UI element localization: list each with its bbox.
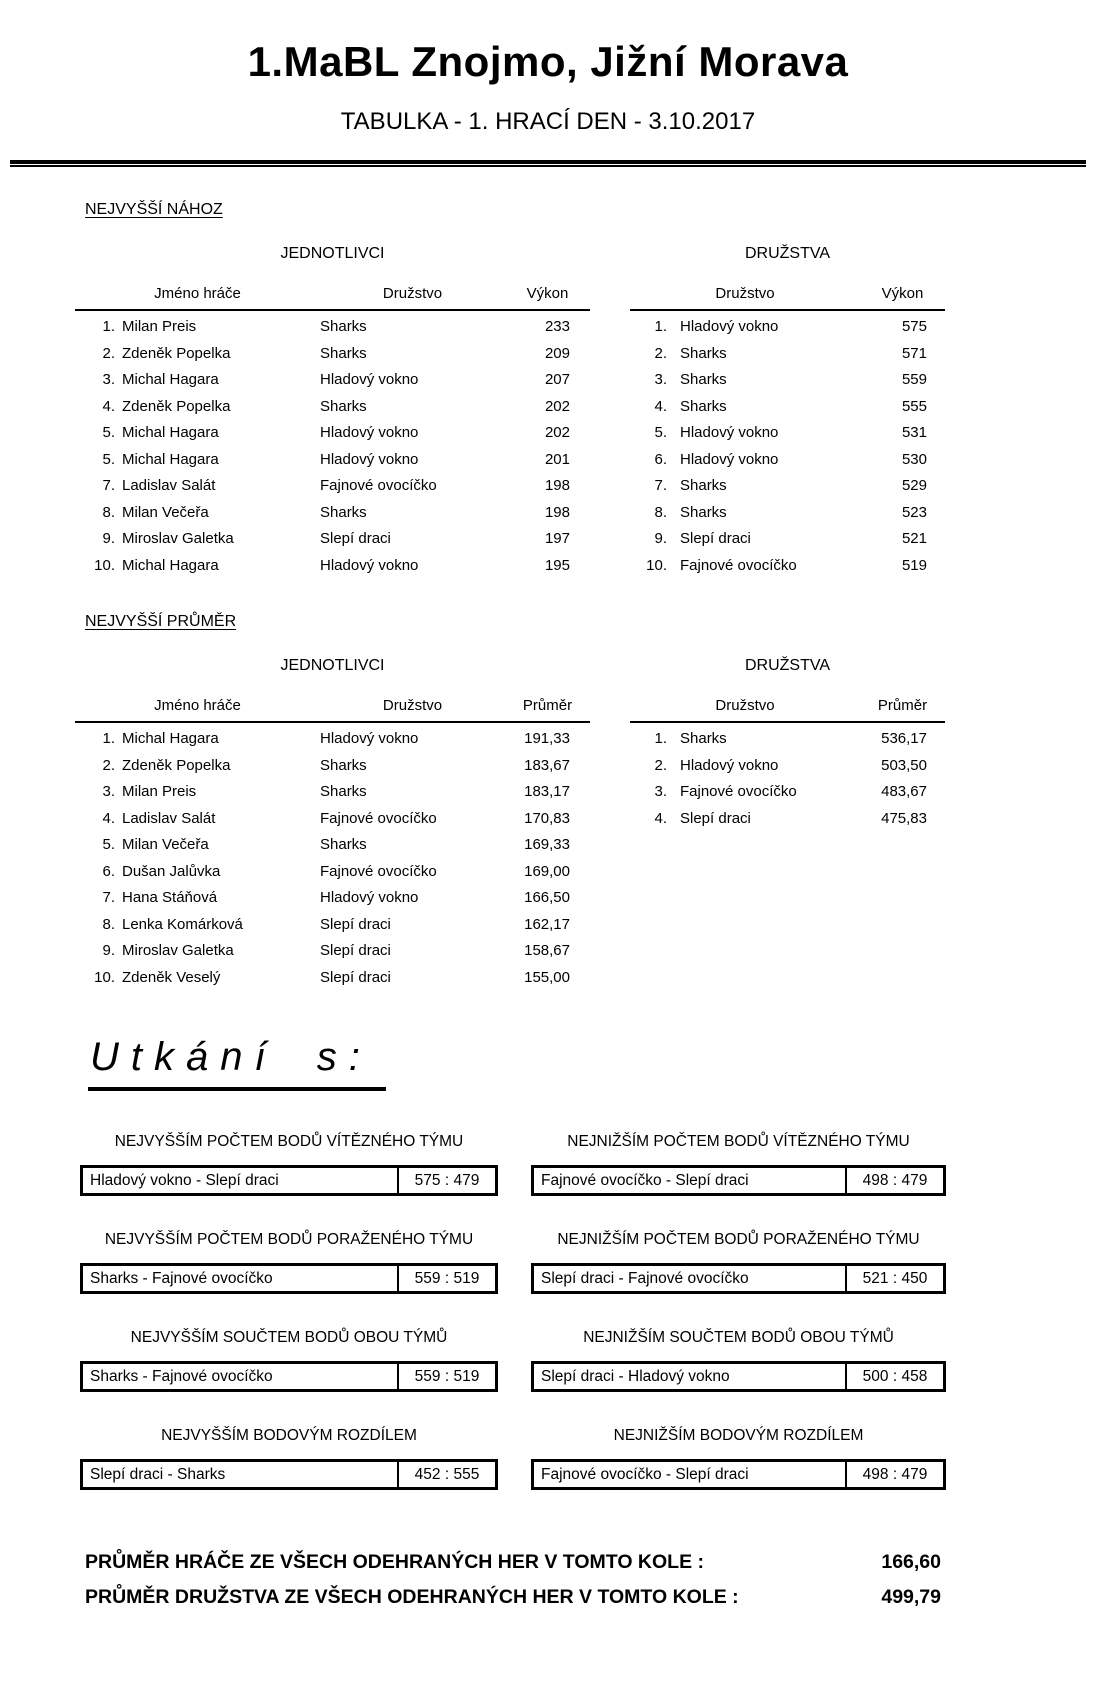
column-header-average: Průměr <box>522 697 573 714</box>
column-header-player-name: Jméno hráče <box>154 697 241 714</box>
table-row <box>630 420 945 447</box>
matches-heading-text: Utkání s: <box>88 1035 386 1091</box>
rank-cell: 2. <box>654 344 667 362</box>
score-cell: 531 <box>901 424 927 441</box>
score-cell: 575 <box>901 318 927 335</box>
average-cell: 503,50 <box>881 756 927 774</box>
score-cell: 209 <box>544 344 570 362</box>
rank-cell: 2. <box>102 344 115 362</box>
table-header-row <box>630 697 945 723</box>
score-cell: 523 <box>901 503 927 521</box>
match-record-box <box>531 1459 946 1490</box>
match-teams-cell: Sharks - Fajnové ovocíčko <box>83 1364 399 1389</box>
team-cell: Sharks <box>680 344 727 362</box>
rank-cell: 4. <box>654 397 667 415</box>
rank-cell: 4. <box>654 809 667 827</box>
table-body <box>75 726 590 991</box>
player-name-cell: Milan Preis <box>122 783 197 800</box>
rank-cell: 3. <box>654 783 667 800</box>
highest-average-individuals-table <box>75 631 590 991</box>
average-cell: 170,83 <box>524 809 570 827</box>
rank-cell: 9. <box>102 942 115 959</box>
table-row <box>75 420 590 447</box>
average-cell: 191,33 <box>524 730 570 747</box>
match-score-cell: 500 : 458 <box>862 1367 928 1385</box>
team-cell: Slepí draci <box>320 530 391 547</box>
team-cell: Fajnové ovocíčko <box>320 862 437 880</box>
rank-cell: 5. <box>102 836 115 853</box>
table-row <box>75 753 590 780</box>
player-name-cell: Zdeněk Popelka <box>122 756 231 774</box>
match-score-cell: 498 : 479 <box>862 1465 928 1483</box>
average-cell: 166,50 <box>524 889 570 906</box>
player-name-cell: Milan Večeřa <box>122 503 209 521</box>
team-cell: Sharks <box>320 503 367 521</box>
match-record-box <box>531 1263 946 1294</box>
column-header-team: Družstvo <box>715 697 775 714</box>
table-row <box>75 779 590 806</box>
table-row <box>630 500 945 527</box>
team-cell: Slepí draci <box>680 530 751 547</box>
team-cell: Slepí draci <box>320 915 391 933</box>
table-row <box>630 473 945 500</box>
player-name-cell: Michal Hagara <box>122 730 219 747</box>
team-cell: Sharks <box>680 503 727 521</box>
team-cell: Fajnové ovocíčko <box>320 809 437 827</box>
player-name-cell: Zdeněk Popelka <box>122 344 231 362</box>
score-cell: 530 <box>901 450 927 468</box>
table-row <box>75 726 590 753</box>
average-cell: 158,67 <box>524 942 570 959</box>
team-cell: Hladový vokno <box>320 371 419 388</box>
table-row <box>75 500 590 527</box>
rank-cell: 5. <box>102 424 115 441</box>
match-teams-cell: Slepí draci - Sharks <box>83 1462 399 1487</box>
team-cell: Sharks <box>320 783 367 800</box>
table-row <box>75 447 590 474</box>
team-cell: Sharks <box>320 756 367 774</box>
match-record-label: NEJNIŽŠÍM POČTEM BODŮ PORAŽENÉHO TÝMU <box>557 1231 920 1248</box>
average-cell: 183,67 <box>524 756 570 774</box>
match-record <box>531 1231 946 1294</box>
average-cell: 536,17 <box>881 730 927 747</box>
match-score-cell: 575 : 479 <box>414 1171 480 1189</box>
rank-cell: 1. <box>102 318 115 335</box>
header-divider <box>10 160 1086 167</box>
score-cell: 521 <box>901 530 927 547</box>
rank-cell: 9. <box>102 530 115 547</box>
team-cell: Sharks <box>680 371 727 388</box>
team-cell: Hladový vokno <box>680 424 779 441</box>
team-cell: Hladový vokno <box>320 889 419 906</box>
score-cell: 233 <box>544 318 570 335</box>
rank-cell: 7. <box>654 477 667 494</box>
team-cell: Sharks <box>320 344 367 362</box>
team-cell: Hladový vokno <box>680 756 779 774</box>
table-row <box>630 726 945 753</box>
rank-cell: 3. <box>102 783 115 800</box>
team-cell: Slepí draci <box>320 942 391 959</box>
match-record-label: NEJNIŽŠÍM POČTEM BODŮ VÍTĚZNÉHO TÝMU <box>567 1133 910 1150</box>
player-name-cell: Michal Hagara <box>122 556 219 574</box>
player-name-cell: Miroslav Galetka <box>122 530 234 547</box>
summary-line <box>85 1551 941 1574</box>
player-name-cell: Lenka Komárková <box>122 915 243 933</box>
table-row <box>75 859 590 886</box>
match-record-label: NEJVYŠŠÍM SOUČTEM BODŮ OBOU TÝMŮ <box>130 1329 448 1346</box>
table-row <box>630 314 945 341</box>
highest-game-individuals-table <box>75 219 590 579</box>
team-cell: Slepí draci <box>680 809 751 827</box>
table-row <box>75 938 590 965</box>
section-heading-highest-game: NEJVYŠŠÍ NÁHOZ <box>85 201 223 218</box>
table-body <box>630 726 945 832</box>
section-heading-highest-average: NEJVYŠŠÍ PRŮMĚR <box>85 613 237 630</box>
summary-value: 499,79 <box>881 1586 941 1608</box>
table-row <box>630 341 945 368</box>
column-header-score: Výkon <box>881 285 924 302</box>
table-header-row <box>75 697 590 723</box>
team-cell: Sharks <box>320 318 367 335</box>
match-teams-cell: Fajnové ovocíčko - Slepí draci <box>534 1168 847 1193</box>
table-row <box>75 553 590 580</box>
rank-cell: 6. <box>654 450 667 468</box>
score-cell: 202 <box>544 424 570 441</box>
rank-cell: 7. <box>102 889 115 906</box>
team-cell: Hladový vokno <box>680 318 779 335</box>
table-row <box>75 367 590 394</box>
score-cell: 198 <box>544 477 570 494</box>
score-cell: 571 <box>901 344 927 362</box>
table-title-individuals: JEDNOTLIVCI <box>280 245 385 262</box>
table-row <box>75 341 590 368</box>
score-cell: 201 <box>544 450 570 468</box>
rank-cell: 7. <box>102 477 115 494</box>
table-row <box>75 314 590 341</box>
rank-cell: 5. <box>102 450 115 468</box>
rank-cell: 4. <box>102 397 115 415</box>
score-cell: 202 <box>544 397 570 415</box>
highest-average-teams-table <box>630 631 945 991</box>
rank-cell: 4. <box>102 809 115 827</box>
match-record-label: NEJVYŠŠÍM POČTEM BODŮ VÍTĚZNÉHO TÝMU <box>114 1133 464 1150</box>
match-score-cell: 521 : 450 <box>862 1269 928 1287</box>
rank-cell: 3. <box>654 371 667 388</box>
team-cell: Hladový vokno <box>680 450 779 468</box>
column-header-team: Družstvo <box>715 285 775 302</box>
rank-cell: 10. <box>94 556 115 574</box>
match-record <box>531 1133 946 1196</box>
highest-game-tables <box>75 219 1096 579</box>
match-teams-cell: Fajnové ovocíčko - Slepí draci <box>534 1462 847 1487</box>
match-teams-cell: Slepí draci - Hladový vokno <box>534 1364 847 1389</box>
rank-cell: 3. <box>102 371 115 388</box>
team-cell: Fajnové ovocíčko <box>680 783 797 800</box>
table-header-row <box>630 285 945 311</box>
player-name-cell: Zdeněk Popelka <box>122 397 231 415</box>
player-name-cell: Dušan Jalůvka <box>122 862 221 880</box>
column-header-team: Družstvo <box>382 285 443 302</box>
table-row <box>75 832 590 859</box>
player-name-cell: Ladislav Salát <box>122 809 216 827</box>
highest-game-teams-table <box>630 219 945 579</box>
team-cell: Hladový vokno <box>320 556 419 574</box>
match-record-box <box>80 1361 498 1392</box>
table-row <box>75 965 590 992</box>
match-record-box <box>80 1263 498 1294</box>
rank-cell: 8. <box>102 503 115 521</box>
team-cell: Sharks <box>320 836 367 853</box>
column-header-score: Výkon <box>526 285 569 302</box>
player-name-cell: Miroslav Galetka <box>122 942 234 959</box>
match-teams-cell: Sharks - Fajnové ovocíčko <box>83 1266 399 1291</box>
table-row <box>630 367 945 394</box>
match-record <box>531 1329 946 1392</box>
score-cell: 198 <box>544 503 570 521</box>
match-record <box>80 1133 498 1196</box>
match-record-label: NEJVYŠŠÍM BODOVÝM ROZDÍLEM <box>161 1427 417 1444</box>
team-cell: Hladový vokno <box>320 424 419 441</box>
average-cell: 169,00 <box>524 862 570 880</box>
match-score-cell: 559 : 519 <box>414 1269 480 1287</box>
rank-cell: 1. <box>654 318 667 335</box>
match-record <box>531 1427 946 1490</box>
table-row <box>75 806 590 833</box>
table-row <box>75 885 590 912</box>
match-teams-cell: Hladový vokno - Slepí draci <box>83 1168 399 1193</box>
rank-cell: 10. <box>94 968 115 986</box>
score-cell: 555 <box>901 397 927 415</box>
summary-footer <box>85 1551 941 1609</box>
player-name-cell: Michal Hagara <box>122 424 219 441</box>
average-cell: 483,67 <box>881 783 927 800</box>
team-cell: Hladový vokno <box>320 730 419 747</box>
average-cell: 475,83 <box>881 809 927 827</box>
player-name-cell: Milan Preis <box>122 318 197 335</box>
team-cell: Sharks <box>680 730 727 747</box>
table-row <box>630 526 945 553</box>
rank-cell: 6. <box>102 862 115 880</box>
team-cell: Hladový vokno <box>320 450 419 468</box>
summary-label: PRŮMĚR HRÁČE ZE VŠECH ODEHRANÝCH HER V TOMTO KOLE : <box>85 1551 704 1573</box>
match-record <box>80 1427 498 1490</box>
match-score-cell: 452 : 555 <box>414 1465 480 1483</box>
summary-value: 166,60 <box>881 1551 941 1573</box>
match-record <box>80 1329 498 1392</box>
match-record <box>80 1231 498 1294</box>
table-title-teams: DRUŽSTVA <box>744 245 831 262</box>
score-cell: 195 <box>544 556 570 574</box>
average-cell: 162,17 <box>524 915 570 933</box>
rank-cell: 2. <box>102 756 115 774</box>
match-teams-cell: Slepí draci - Fajnové ovocíčko <box>534 1266 847 1291</box>
table-row <box>630 553 945 580</box>
table-row <box>630 447 945 474</box>
section-heading-matches <box>88 1035 1096 1091</box>
player-name-cell: Milan Večeřa <box>122 836 209 853</box>
match-record-box <box>80 1459 498 1490</box>
player-name-cell: Michal Hagara <box>122 450 219 468</box>
team-cell: Fajnové ovocíčko <box>680 556 797 574</box>
match-record-label: NEJVYŠŠÍM POČTEM BODŮ PORAŽENÉHO TÝMU <box>104 1231 474 1248</box>
match-score-cell: 559 : 519 <box>414 1367 480 1385</box>
page-subtitle: TABULKA - 1. HRACÍ DEN - 3.10.2017 <box>340 108 756 135</box>
score-cell: 197 <box>544 530 570 547</box>
table-row <box>630 753 945 780</box>
table-header-row <box>75 285 590 311</box>
match-record-box <box>531 1165 946 1196</box>
rank-cell: 10. <box>646 556 667 574</box>
column-header-player-name: Jméno hráče <box>154 285 241 302</box>
table-row <box>75 912 590 939</box>
player-name-cell: Michal Hagara <box>122 371 219 388</box>
highest-average-tables <box>75 631 1096 991</box>
rank-cell: 2. <box>654 756 667 774</box>
table-row <box>630 806 945 833</box>
average-cell: 155,00 <box>524 968 570 986</box>
rank-cell: 9. <box>654 530 667 547</box>
table-row <box>75 473 590 500</box>
match-record-box <box>531 1361 946 1392</box>
team-cell: Slepí draci <box>320 968 391 986</box>
score-cell: 559 <box>901 371 927 388</box>
score-cell: 529 <box>901 477 927 494</box>
match-score-cell: 498 : 479 <box>862 1171 928 1189</box>
match-records-grid <box>80 1133 1096 1525</box>
team-cell: Fajnové ovocíčko <box>320 477 437 494</box>
team-cell: Sharks <box>320 397 367 415</box>
player-name-cell: Ladislav Salát <box>122 477 216 494</box>
match-record-label: NEJNIŽŠÍM BODOVÝM ROZDÍLEM <box>613 1427 864 1444</box>
table-title-teams: DRUŽSTVA <box>744 657 831 674</box>
team-cell: Sharks <box>680 397 727 415</box>
average-cell: 169,33 <box>524 836 570 853</box>
table-body <box>630 314 945 579</box>
table-row <box>75 394 590 421</box>
table-row <box>75 526 590 553</box>
score-cell: 207 <box>544 371 570 388</box>
rank-cell: 1. <box>654 730 667 747</box>
table-title-individuals: JEDNOTLIVCI <box>280 657 385 674</box>
average-cell: 183,17 <box>524 783 570 800</box>
rank-cell: 5. <box>654 424 667 441</box>
player-name-cell: Hana Stáňová <box>122 889 218 906</box>
rank-cell: 8. <box>654 503 667 521</box>
match-record-label: NEJNIŽŠÍM SOUČTEM BODŮ OBOU TÝMŮ <box>583 1329 894 1346</box>
column-header-team: Družstvo <box>382 697 443 714</box>
summary-line <box>85 1586 941 1609</box>
table-row <box>630 394 945 421</box>
column-header-average: Průměr <box>877 697 928 714</box>
team-cell: Sharks <box>680 477 727 494</box>
summary-label: PRŮMĚR DRUŽSTVA ZE VŠECH ODEHRANÝCH HER V TOMTO KOLE : <box>85 1586 739 1608</box>
table-body <box>75 314 590 579</box>
table-row <box>630 779 945 806</box>
score-cell: 519 <box>901 556 927 574</box>
rank-cell: 8. <box>102 915 115 933</box>
rank-cell: 1. <box>102 730 115 747</box>
match-record-box <box>80 1165 498 1196</box>
player-name-cell: Zdeněk Veselý <box>122 968 221 986</box>
page-title: 1.MaBL Znojmo, Jižní Morava <box>247 38 849 85</box>
